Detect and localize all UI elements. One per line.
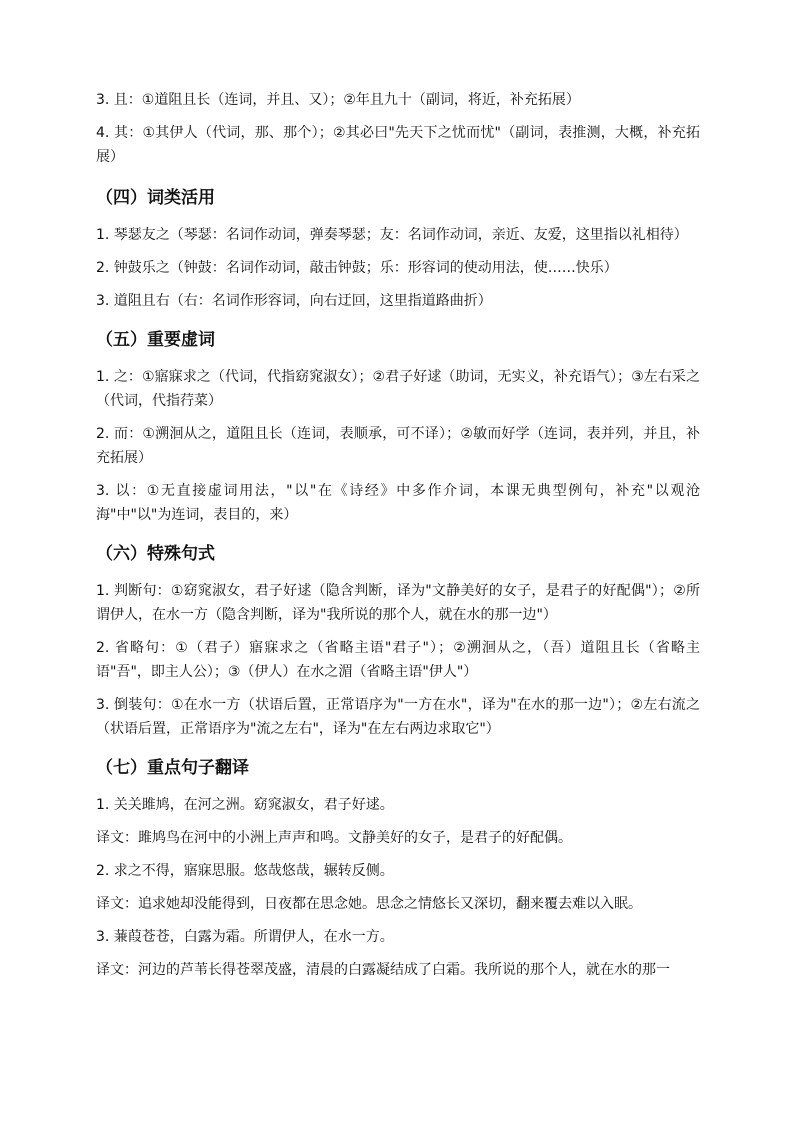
section-heading-special-sentences: （六）特殊句式 <box>96 544 215 564</box>
document-page <box>96 88 700 991</box>
list-item: 3. 道阻且右（右：名词作形容词，向右迂回，这里指道路曲折） <box>96 293 492 309</box>
list-item: 译文：追求她却没能得到，日夜都在思念她。思念之情悠长又深切，翻来覆去难以入眠。 <box>96 896 642 912</box>
list-item: 2. 求之不得，寤寐思服。悠哉悠哉，辗转反侧。 <box>96 863 394 879</box>
list-item: 2. 钟鼓乐之（钟鼓：名词作动词，敲击钟鼓；乐：形容词的使动用法，使……快乐） <box>96 260 618 276</box>
list-item: 2. 而：①溯洄从之，道阻且长（连词，表顺承，可不译）；②敏而好学（连词，表并列，并且，补充拓展） <box>96 426 700 466</box>
section-heading-word-class: （四）词类活用 <box>96 188 215 208</box>
list-item: 3. 倒装句：①在水一方（状语后置，正常语序为"一方在水"，译为"在水的那一边"）；②左右流之（状语后置，正常语序为"流之左右"，译为"在左右两边求取它"） <box>96 697 700 737</box>
list-item: 1. 之：①寤寐求之（代词，代指窈窕淑女）；②君子好逑（助词，无实义，补充语气）；③左右采之（代词，代指荇菜） <box>96 369 700 409</box>
list-item: 译文：雎鸠鸟在河中的小洲上声声和鸣。文静美好的女子，是君子的好配偶。 <box>96 830 572 846</box>
list-item: 2. 省略句：①（君子）寤寐求之（省略主语"君子"）；②溯洄从之，（吾）道阻且长（省略主语"吾"，即主人公）；③（伊人）在水之湄（省略主语"伊人"） <box>96 640 700 680</box>
section-heading-translation: （七）重点句子翻译 <box>96 758 249 778</box>
section-heading-function-words: （五）重要虚词 <box>96 330 215 350</box>
list-item: 3. 以：①无直接虚词用法，"以"在《诗经》中多作介词，本课无典型例句，补充"以观沧海"中"以"为连词，表目的，来） <box>96 483 700 523</box>
list-item: 1. 琴瑟友之（琴瑟：名词作动词，弹奏琴瑟；友：名词作动词，亲近、友爱，这里指以礼相待） <box>96 227 688 243</box>
list-item: 3. 且：①道阻且长（连词，并且、又）；②年且九十（副词，将近，补充拓展） <box>96 92 580 108</box>
list-item: 3. 蒹葭苍苍，白露为霜。所谓伊人，在水一方。 <box>96 929 394 945</box>
list-item: 1. 判断句：①窈窕淑女，君子好逑（隐含判断，译为"文静美好的女子，是君子的好配偶"）；②所谓伊人，在水一方（隐含判断，译为"我所说的那个人，就在水的那一边"） <box>96 583 700 623</box>
list-item: 译文：河边的芦苇长得苍翠茂盛，清晨的白露凝结成了白霜。我所说的那个人，就在水的那一 <box>96 962 670 978</box>
list-item: 1. 关关雎鸠，在河之洲。窈窕淑女，君子好逑。 <box>96 797 394 813</box>
list-item: 4. 其：①其伊人（代词，那、那个）；②其必曰"先天下之忧而忧"（副词，表推测，大概，补充拓展） <box>96 125 700 165</box>
